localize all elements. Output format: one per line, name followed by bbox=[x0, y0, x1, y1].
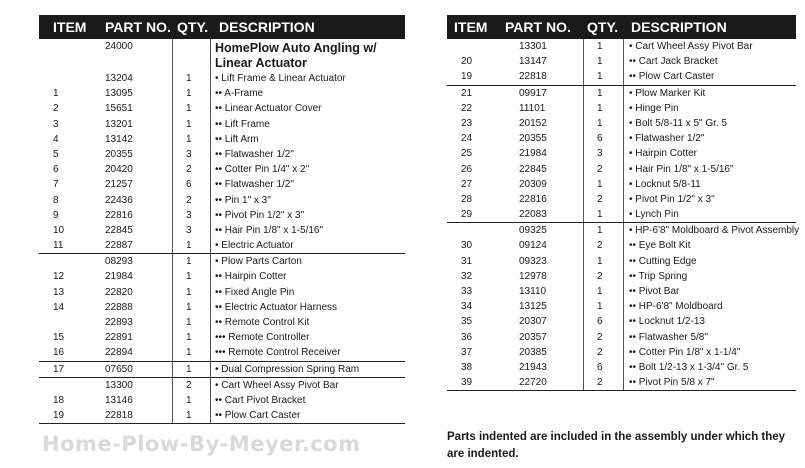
qty-cell: 1 bbox=[186, 133, 192, 145]
part-number-cell: 22720 bbox=[519, 377, 547, 389]
qty-cell: 1 bbox=[597, 41, 603, 52]
item-cell: 15 bbox=[53, 332, 65, 344]
table-row bbox=[447, 238, 796, 253]
description-cell: •• Flatwasher 5/8" bbox=[629, 331, 708, 343]
item-cell: 13 bbox=[53, 286, 65, 298]
qty-cell: 1 bbox=[597, 209, 603, 221]
item-cell: 2 bbox=[53, 103, 59, 115]
item-cell: 25 bbox=[461, 148, 473, 160]
description-cell: • Locknut 5/8-11 bbox=[629, 178, 701, 190]
table-row bbox=[447, 101, 796, 116]
description-cell: •• Plow Cart Caster bbox=[629, 71, 715, 83]
qty-cell: 1 bbox=[186, 271, 192, 283]
table-row bbox=[447, 284, 796, 299]
table-body bbox=[447, 39, 800, 391]
header-qty: QTY. bbox=[177, 19, 209, 35]
qty-cell: 2 bbox=[597, 193, 603, 205]
description-cell: • Dual Compression Spring Ram bbox=[215, 363, 360, 375]
part-number-cell: 07650 bbox=[105, 363, 133, 375]
description-cell: • Plow Marker Kit bbox=[629, 87, 706, 99]
description-cell: •• Trip Spring bbox=[629, 270, 688, 282]
part-number-cell: 20385 bbox=[519, 346, 547, 358]
part-number-cell: 09124 bbox=[519, 240, 547, 252]
table-row bbox=[447, 330, 796, 345]
description-cell: •• Lift Frame bbox=[215, 118, 270, 130]
item-cell: 36 bbox=[461, 331, 473, 343]
part-number-cell: 13147 bbox=[519, 56, 547, 68]
qty-cell: 1 bbox=[186, 286, 192, 298]
qty-cell: 1 bbox=[597, 178, 603, 190]
qty-cell: 3 bbox=[597, 148, 603, 160]
qty-cell: 1 bbox=[186, 363, 192, 375]
part-number-cell: 21257 bbox=[105, 179, 133, 191]
item-cell: 11 bbox=[53, 240, 64, 252]
table-row bbox=[39, 177, 405, 192]
table-row bbox=[39, 377, 405, 393]
part-number-cell: 20355 bbox=[105, 148, 133, 160]
part-number-cell: 21943 bbox=[519, 361, 547, 373]
table-row bbox=[39, 208, 405, 223]
item-cell: 28 bbox=[461, 193, 473, 205]
table-row bbox=[39, 330, 405, 345]
description-cell: •• Cotter Pin 1/8" x 1-1/4" bbox=[629, 346, 741, 358]
header-qty: QTY. bbox=[587, 19, 619, 35]
table-row bbox=[39, 193, 405, 208]
item-cell: 19 bbox=[53, 410, 65, 422]
item-cell: 16 bbox=[53, 347, 65, 359]
description-cell: • Hinge Pin bbox=[629, 102, 679, 114]
item-cell: 30 bbox=[461, 240, 473, 252]
item-cell: 8 bbox=[53, 194, 59, 206]
qty-cell: 3 bbox=[186, 209, 192, 221]
qty-cell: 1 bbox=[186, 394, 192, 406]
part-number-cell: 12978 bbox=[519, 270, 547, 282]
part-number-cell: 20152 bbox=[519, 117, 547, 129]
table-row bbox=[447, 207, 796, 222]
qty-cell: 1 bbox=[186, 103, 192, 115]
description-cell: •• Lift Arm bbox=[215, 133, 259, 145]
table-row bbox=[39, 408, 405, 423]
table-row bbox=[447, 192, 796, 207]
item-cell: 26 bbox=[461, 163, 473, 175]
part-number-cell: 22818 bbox=[105, 410, 133, 422]
table-row bbox=[39, 300, 405, 315]
qty-cell: 1 bbox=[597, 56, 603, 68]
description-cell: •• Linear Actuator Cover bbox=[215, 103, 322, 115]
qty-cell: 1 bbox=[597, 225, 603, 237]
item-cell: 34 bbox=[461, 301, 473, 313]
description-cell: • Lynch Pin bbox=[629, 209, 679, 221]
table-row bbox=[447, 116, 796, 131]
header-item: ITEM bbox=[454, 19, 488, 35]
table-row bbox=[39, 315, 405, 330]
part-number-cell: 22845 bbox=[519, 163, 547, 175]
header-item: ITEM bbox=[53, 19, 87, 35]
part-number-cell: 13146 bbox=[105, 394, 133, 406]
qty-cell: 6 bbox=[186, 179, 192, 191]
item-cell: 12 bbox=[53, 271, 65, 283]
qty-cell: 1 bbox=[186, 73, 192, 84]
item-cell: 4 bbox=[53, 133, 59, 145]
description-cell: •• Pivot Pin 5/8 x 7" bbox=[629, 377, 715, 389]
description-cell: •• Cutting Edge bbox=[629, 255, 697, 267]
table-row bbox=[447, 299, 796, 314]
description-cell: HomePlow Auto Angling w/ Linear Actuator bbox=[215, 41, 377, 70]
table-body bbox=[39, 39, 405, 424]
table-row bbox=[39, 285, 405, 300]
table-row bbox=[447, 345, 796, 360]
qty-cell: 2 bbox=[186, 164, 192, 176]
part-number-cell: 21984 bbox=[105, 271, 133, 283]
qty-cell: 1 bbox=[597, 71, 603, 83]
description-cell: ••• Remote Control Receiver bbox=[215, 347, 341, 359]
description-cell: • Bolt 5/8-11 x 5" Gr. 5 bbox=[629, 117, 728, 129]
description-cell: •• Remote Control Kit bbox=[215, 317, 310, 328]
item-cell: 3 bbox=[53, 118, 59, 130]
item-cell: 9 bbox=[53, 209, 59, 221]
qty-cell: 2 bbox=[597, 346, 603, 358]
table-row bbox=[447, 54, 796, 69]
description-cell: ••• Remote Controller bbox=[215, 332, 310, 344]
part-number-cell: 22894 bbox=[105, 347, 133, 359]
qty-cell: 1 bbox=[186, 240, 192, 252]
part-number-cell: 09323 bbox=[519, 255, 547, 267]
item-cell: 39 bbox=[461, 377, 473, 389]
qty-cell: 1 bbox=[186, 332, 192, 344]
qty-cell: 2 bbox=[597, 240, 603, 252]
part-number-cell: 22816 bbox=[105, 209, 133, 221]
part-number-cell: 22083 bbox=[519, 209, 547, 221]
qty-cell: 2 bbox=[186, 379, 192, 391]
description-cell: •• Electric Actuator Harness bbox=[215, 301, 338, 313]
qty-cell: 6 bbox=[597, 361, 603, 373]
qty-cell: 2 bbox=[597, 270, 603, 282]
description-cell: •• Plow Cart Caster bbox=[215, 410, 301, 422]
part-number-cell: 20309 bbox=[519, 178, 547, 190]
qty-cell: 1 bbox=[186, 256, 192, 268]
table-row bbox=[39, 101, 405, 116]
qty-cell: 1 bbox=[597, 286, 603, 297]
qty-cell: 1 bbox=[186, 347, 192, 359]
description-cell: •• Hair Pin 1/8" x 1-5/16" bbox=[215, 224, 324, 236]
description-cell: • Lift Frame & Linear Actuator bbox=[215, 73, 346, 84]
description-cell: • Flatwasher 1/2" bbox=[629, 133, 705, 145]
table-row bbox=[39, 393, 405, 408]
item-cell: 7 bbox=[53, 179, 59, 191]
table-row bbox=[447, 360, 796, 375]
qty-cell: 6 bbox=[597, 316, 603, 328]
part-number-cell: 22888 bbox=[105, 301, 133, 313]
item-cell: 27 bbox=[461, 178, 473, 190]
item-cell: 19 bbox=[461, 71, 473, 83]
table-row bbox=[447, 269, 796, 284]
part-number-cell: 22816 bbox=[519, 193, 547, 205]
header-description: DESCRIPTION bbox=[219, 19, 315, 35]
part-number-cell: 13300 bbox=[105, 379, 133, 391]
qty-cell: 1 bbox=[186, 317, 192, 328]
table-row bbox=[39, 345, 405, 360]
description-cell: •• A-Frame bbox=[215, 88, 264, 100]
footer-note: Parts indented are included in the assembly under which they are indented. bbox=[447, 431, 786, 460]
description-cell: •• Locknut 1/2-13 bbox=[629, 316, 705, 328]
table-row bbox=[39, 162, 405, 177]
description-cell: • Plow Parts Carton bbox=[215, 256, 302, 268]
description-cell: •• Eye Bolt Kit bbox=[629, 240, 691, 252]
qty-cell: 1 bbox=[186, 410, 192, 422]
table-row bbox=[39, 269, 405, 284]
item-cell: 14 bbox=[53, 301, 65, 313]
table-header bbox=[39, 15, 405, 39]
part-number-cell: 08293 bbox=[105, 256, 133, 268]
table-row bbox=[447, 146, 796, 161]
part-number-cell: 22818 bbox=[519, 71, 547, 83]
qty-cell: 1 bbox=[597, 87, 603, 99]
part-number-cell: 22845 bbox=[105, 224, 133, 236]
item-cell: 21 bbox=[461, 87, 473, 99]
item-cell: 22 bbox=[461, 102, 473, 114]
description-cell: •• Flatwasher 1/2" bbox=[215, 148, 294, 160]
table-row bbox=[39, 39, 405, 71]
description-cell: •• Pivot Pin 1/2" x 3" bbox=[215, 209, 305, 221]
qty-cell: 2 bbox=[597, 163, 603, 175]
item-cell: 38 bbox=[461, 361, 473, 373]
item-cell: 24 bbox=[461, 133, 473, 145]
item-cell: 37 bbox=[461, 346, 473, 358]
item-cell: 10 bbox=[53, 224, 65, 236]
description-cell: • Cart Wheel Assy Pivot Bar bbox=[215, 379, 339, 391]
header-description: DESCRIPTION bbox=[631, 19, 727, 35]
table-row bbox=[39, 71, 405, 86]
table-row bbox=[39, 132, 405, 147]
table-row bbox=[39, 238, 405, 253]
qty-cell: 1 bbox=[597, 255, 603, 267]
table-row bbox=[39, 117, 405, 132]
item-cell: 35 bbox=[461, 316, 473, 328]
table-row bbox=[447, 162, 796, 177]
part-number-cell: 13142 bbox=[105, 133, 133, 145]
qty-cell: 2 bbox=[597, 377, 603, 389]
description-cell: • Electric Actuator bbox=[215, 240, 294, 252]
description-cell: •• Bolt 1/2-13 x 1-3/4" Gr. 5 bbox=[629, 361, 749, 373]
description-cell: • Hair Pin 1/8" x 1-5/16" bbox=[629, 163, 734, 175]
table-row bbox=[447, 254, 796, 269]
item-cell: 23 bbox=[461, 117, 473, 129]
item-cell: 32 bbox=[461, 270, 473, 282]
table-row bbox=[447, 375, 796, 390]
part-number-cell: 21984 bbox=[519, 148, 547, 160]
table-row bbox=[39, 361, 405, 377]
part-number-cell: 22893 bbox=[105, 317, 133, 328]
description-cell: •• Flatwasher 1/2" bbox=[215, 179, 294, 191]
part-number-cell: 20355 bbox=[519, 133, 547, 145]
item-cell: 1 bbox=[53, 88, 59, 100]
description-cell: •• HP-6'8" Moldboard bbox=[629, 301, 723, 313]
table-row bbox=[447, 222, 800, 238]
item-cell: 33 bbox=[461, 286, 473, 297]
table-row bbox=[447, 177, 796, 192]
table-header bbox=[447, 15, 796, 39]
header-part-no: PART NO. bbox=[505, 19, 571, 35]
qty-cell: 1 bbox=[597, 301, 603, 313]
qty-cell: 1 bbox=[186, 88, 192, 100]
table-row bbox=[39, 223, 405, 238]
qty-cell: 1 bbox=[597, 102, 603, 114]
part-number-cell: 13125 bbox=[519, 301, 547, 313]
part-number-cell: 11101 bbox=[519, 102, 546, 114]
item-cell: 6 bbox=[53, 164, 59, 176]
part-number-cell: 13201 bbox=[105, 118, 133, 130]
part-number-cell: 22891 bbox=[105, 332, 133, 344]
description-cell: • Hairpin Cotter bbox=[629, 148, 697, 160]
part-number-cell: 22820 bbox=[105, 286, 133, 298]
item-cell: 18 bbox=[53, 394, 65, 406]
table-row bbox=[39, 147, 405, 162]
table-row bbox=[447, 131, 796, 146]
description-cell: •• Cart Jack Bracket bbox=[629, 56, 718, 68]
header-part-no: PART NO. bbox=[105, 19, 171, 35]
table-row bbox=[447, 69, 796, 84]
part-number-cell: 24000 bbox=[105, 41, 133, 52]
qty-cell: 1 bbox=[597, 117, 603, 129]
table-row bbox=[447, 85, 796, 101]
qty-cell: 1 bbox=[186, 118, 192, 130]
part-number-cell: 20357 bbox=[519, 331, 547, 343]
description-cell: • HP-6'8" Moldboard & Pivot Assembly bbox=[629, 225, 800, 237]
left-parts-table bbox=[39, 15, 405, 424]
item-cell: 17 bbox=[53, 363, 65, 375]
part-number-cell: 09917 bbox=[519, 87, 547, 99]
table-row bbox=[39, 86, 405, 101]
qty-cell: 3 bbox=[186, 148, 192, 160]
part-number-cell: 15651 bbox=[105, 103, 133, 115]
part-number-cell: 22436 bbox=[105, 194, 133, 206]
table-row bbox=[39, 253, 405, 269]
qty-cell: 1 bbox=[186, 301, 192, 313]
part-number-cell: 20420 bbox=[105, 164, 133, 176]
part-number-cell: 13110 bbox=[519, 286, 547, 297]
part-number-cell: 22887 bbox=[105, 240, 133, 252]
watermark: Home-Plow-By-Meyer.com bbox=[42, 432, 361, 456]
item-cell: 20 bbox=[461, 56, 473, 68]
description-cell: •• Hairpin Cotter bbox=[215, 271, 287, 283]
part-number-cell: 13204 bbox=[105, 73, 133, 84]
right-parts-table bbox=[447, 15, 800, 391]
table-row bbox=[447, 39, 796, 54]
part-number-cell: 20307 bbox=[519, 316, 547, 328]
qty-cell: 6 bbox=[597, 133, 603, 145]
item-cell: 29 bbox=[461, 209, 473, 221]
qty-cell: 2 bbox=[186, 194, 192, 206]
qty-cell: 2 bbox=[597, 331, 603, 343]
description-cell: •• Fixed Angle Pin bbox=[215, 286, 295, 298]
part-number-cell: 13095 bbox=[105, 88, 133, 100]
qty-cell: 3 bbox=[186, 224, 192, 236]
description-cell: •• Pivot Bar bbox=[629, 286, 680, 297]
table-row bbox=[447, 314, 796, 329]
description-cell: • Cart Wheel Assy Pivot Bar bbox=[629, 41, 753, 52]
description-cell: •• Cart Pivot Bracket bbox=[215, 394, 306, 406]
description-cell: • Pivot Pin 1/2" x 3" bbox=[629, 193, 715, 205]
description-cell: •• Cotter Pin 1/4" x 2" bbox=[215, 164, 310, 176]
part-number-cell: 09325 bbox=[519, 225, 547, 237]
part-number-cell: 13301 bbox=[519, 41, 547, 52]
description-cell: •• Pin 1" x 3" bbox=[215, 194, 271, 206]
item-cell: 31 bbox=[461, 255, 473, 267]
item-cell: 5 bbox=[53, 148, 59, 160]
